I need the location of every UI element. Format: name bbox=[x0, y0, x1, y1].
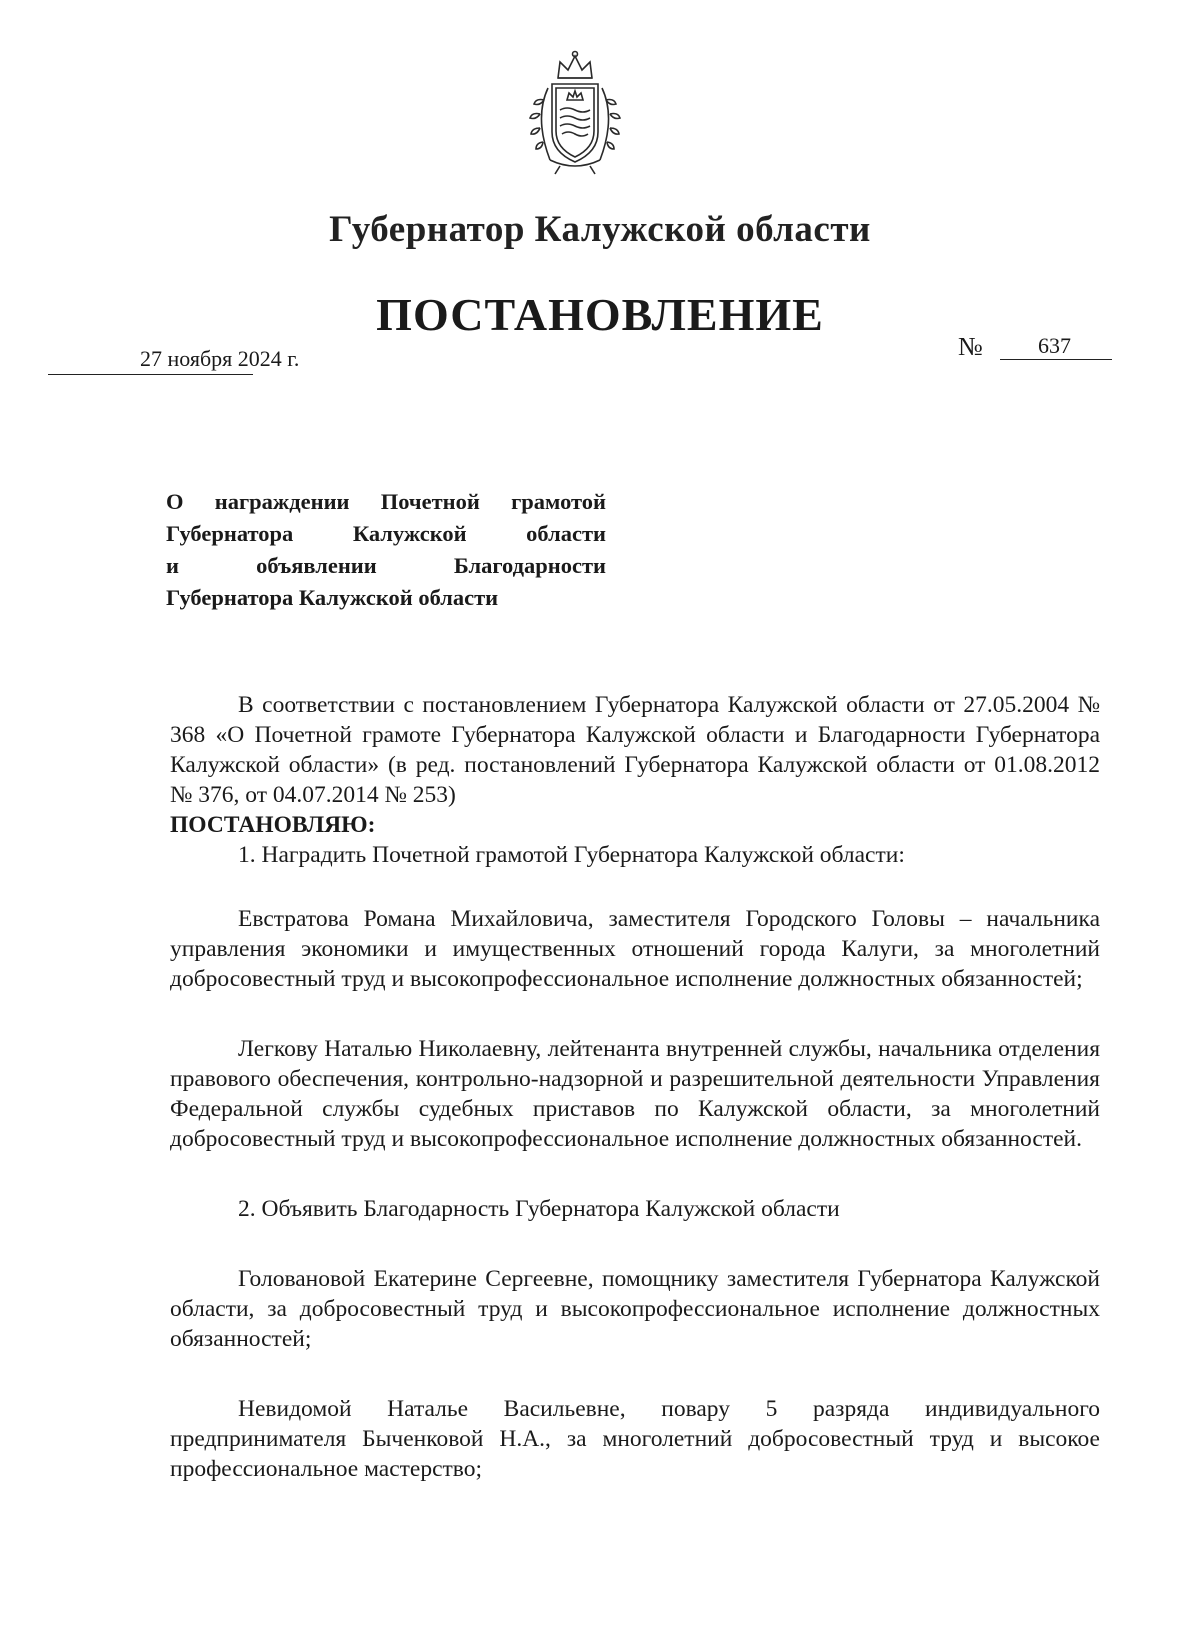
number-label: № bbox=[958, 332, 983, 361]
thanks-paragraph-2: Невидомой Наталье Васильевне, повару 5 разряда индивидуального предпринимателя Быченковой Н.А., за многолетний добросовестный труд и высокое профессиональное мастерство; bbox=[170, 1396, 1100, 1482]
subject-line: Губернатора Калужской области bbox=[166, 585, 499, 610]
award-paragraph-1: Евстратова Романа Михайловича, заместителя Городского Головы – начальника управления экономики и имущественных отношений города Калуги, за многолетний добросовестный труд и высокопрофессиональное исполнение должностных обязанностей; bbox=[170, 906, 1100, 992]
resolve-word: ПОСТАНОВЛЯЮ: bbox=[170, 812, 376, 838]
subject-line: и объявлении Благодарности bbox=[166, 553, 606, 578]
document-number: 637 bbox=[1038, 333, 1071, 358]
preamble-paragraph: В соответствии с постановлением Губернатора Калужской области от 27.05.2004 № 368 «О Почетной грамоте Губернатора Калужской области и Благодарности Губернатора Калужской области» (в ред. постановлений Губернатора Калужской области от 01.08.2012 № 376, от 04.07.2014 № 253) bbox=[170, 692, 1100, 808]
coat-of-arms-icon bbox=[520, 48, 630, 178]
document-date: 27 ноября 2024 г. bbox=[140, 346, 300, 371]
subject-line: О награждении Почетной грамотой bbox=[166, 489, 606, 514]
document-type-title: ПОСТАНОВЛЕНИЕ bbox=[376, 289, 824, 340]
item-1-heading: 1. Наградить Почетной грамотой Губернатора Калужской области: bbox=[238, 842, 905, 868]
award-paragraph-2: Легкову Наталью Николаевну, лейтенанта внутренней службы, начальника отделения правового обеспечения, контрольно-надзорной и разрешительной деятельности Управления Федеральной службы судебных приставов по Калужской области, за многолетний добросовестный труд и высокопрофессиональное исполнение должностных обязанностей. bbox=[170, 1036, 1100, 1152]
item-2-heading: 2. Объявить Благодарность Губернатора Калужской области bbox=[238, 1196, 840, 1222]
issuer-title: Губернатор Калужской области bbox=[329, 209, 871, 250]
thanks-paragraph-1: Головановой Екатерине Сергеевне, помощнику заместителя Губернатора Калужской области, за добросовестный труд и высокопрофессиональное исполнение должностных обязанностей; bbox=[170, 1266, 1100, 1352]
subject-line: Губернатора Калужской области bbox=[166, 521, 606, 546]
subject-heading bbox=[166, 486, 606, 614]
document-body bbox=[170, 690, 1100, 1484]
